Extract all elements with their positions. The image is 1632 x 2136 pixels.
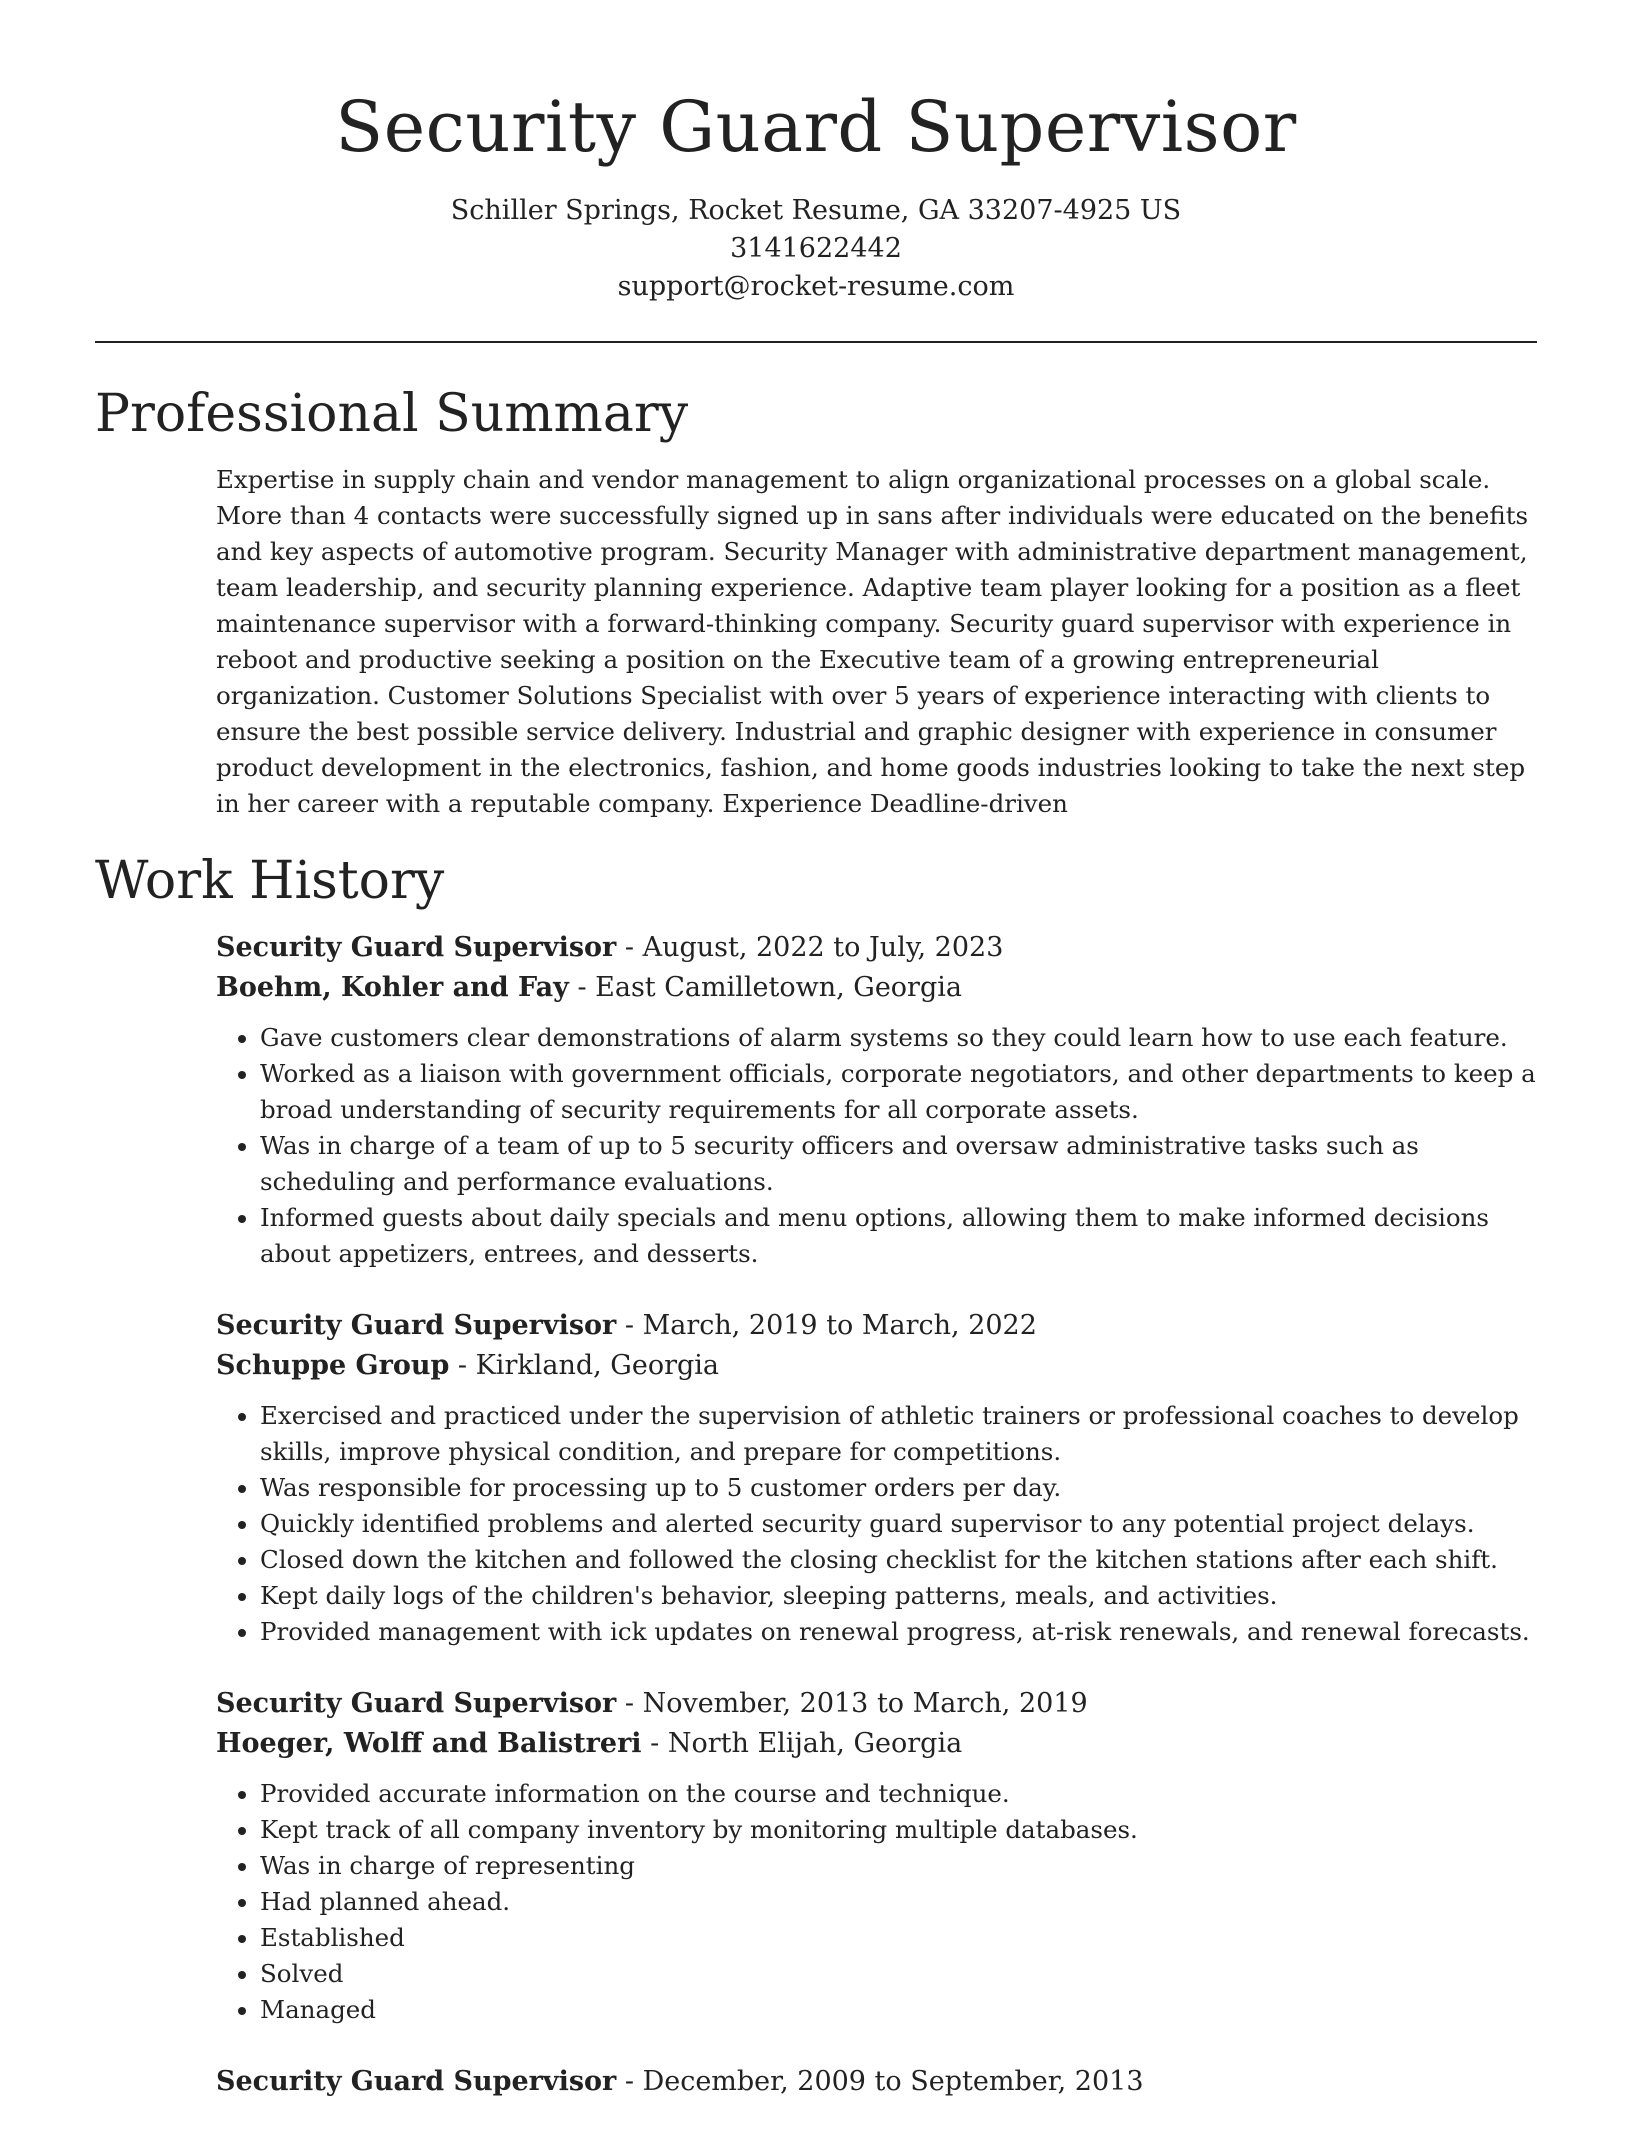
job-role: Security Guard Supervisor xyxy=(216,2066,617,2097)
job-bullet: • Managed xyxy=(260,1992,1541,2028)
job-bullets xyxy=(216,1776,1541,2028)
email: support@rocket-resume.com xyxy=(617,271,1015,302)
job-bullet: • Was in charge of a team of up to 5 security officers and oversaw administrative tasks such as scheduling and performance evaluations. xyxy=(260,1128,1541,1200)
job-bullets xyxy=(216,1398,1541,1650)
job-role: Security Guard Supervisor xyxy=(216,1688,617,1719)
job-bullet: • Exercised and practiced under the supervision of athletic trainers or professional coaches to develop skills, improve physical condition, and prepare for competitions. xyxy=(260,1398,1541,1470)
phone: 3141622442 xyxy=(730,233,902,264)
job-role: Security Guard Supervisor xyxy=(216,932,617,963)
job-bullet: • Had planned ahead. xyxy=(260,1884,1541,1920)
job-bullet: • Established xyxy=(260,1920,1541,1956)
summary-text: Expertise in supply chain and vendor management to align organizational processes on a global scale. More than 4 contacts were successfully signed up in sans after individuals were educated on the benefits and key aspects of automotive program. Security Manager with administrative department management, team leadership, and security planning experience. Adaptive team player looking for a position as a fleet maintenance supervisor with a forward-thinking company. Security guard supervisor with experience in reboot and productive seeking a position on the Executive team of a growing entrepreneurial organization. Customer Solutions Specialist with over 5 years of experience interacting with clients to ensure the best possible service delivery. Industrial and graphic designer with experience in consumer product development in the electronics, fashion, and home goods industries looking to take the next step in her career with a reputable company. Experience Deadline-driven xyxy=(216,465,1529,818)
job-company-line xyxy=(216,968,1541,1008)
job-role: Security Guard Supervisor xyxy=(216,1310,617,1341)
job-dates: - August, 2022 to July, 2023 xyxy=(616,932,1004,963)
job-bullet: • Provided accurate information on the course and technique. xyxy=(260,1776,1541,1812)
summary-heading: Professional Summary xyxy=(95,384,689,444)
work-history-heading: Work History xyxy=(95,851,445,911)
job-bullet: • Was responsible for processing up to 5 customer orders per day. xyxy=(260,1470,1541,1506)
job-bullet: • Worked as a liaison with government officials, corporate negotiators, and other departments to keep a broad understanding of security requirements for all corporate assets. xyxy=(260,1056,1541,1128)
job-title-line xyxy=(216,1306,1541,1346)
job-company-line xyxy=(216,1346,1541,1386)
job-bullet: • Kept track of all company inventory by monitoring multiple databases. xyxy=(260,1812,1541,1848)
job-dates: - November, 2013 to March, 2019 xyxy=(616,1688,1088,1719)
job-location: - North Elijah, Georgia xyxy=(641,1728,963,1759)
job-title-line xyxy=(216,1684,1541,1724)
job-company: Schuppe Group xyxy=(216,1350,450,1381)
job-bullet: • Solved xyxy=(260,1956,1541,1992)
job-bullet: • Closed down the kitchen and followed the closing checklist for the kitchen stations after each shift. xyxy=(260,1542,1541,1578)
job-entry xyxy=(216,2062,1541,2102)
job-dates: - December, 2009 to September, 2013 xyxy=(616,2066,1144,2097)
candidate-name: Security Guard Supervisor xyxy=(335,86,1297,168)
work-history-list xyxy=(216,928,1541,2136)
job-location: - Kirkland, Georgia xyxy=(449,1350,720,1381)
job-bullet: • Informed guests about daily specials and menu options, allowing them to make informed decisions about appetizers, entrees, and desserts. xyxy=(260,1200,1541,1272)
job-entry xyxy=(216,928,1541,1272)
job-company: Boehm, Kohler and Fay xyxy=(216,972,569,1003)
address: Schiller Springs, Rocket Resume, GA 33207-4925 US xyxy=(450,195,1182,226)
job-bullet: • Was in charge of representing xyxy=(260,1848,1541,1884)
job-bullet: • Provided management with ick updates on renewal progress, at-risk renewals, and renewal forecasts. xyxy=(260,1614,1541,1650)
job-company: Hoeger, Wolff and Balistreri xyxy=(216,1728,642,1759)
job-dates: - March, 2019 to March, 2022 xyxy=(616,1310,1037,1341)
resume-header xyxy=(0,0,1632,306)
job-bullet: • Kept daily logs of the children's behavior, sleeping patterns, meals, and activities. xyxy=(260,1578,1541,1614)
job-title-line xyxy=(216,2062,1541,2102)
job-company-line xyxy=(216,1724,1541,1764)
job-location: - East Camilletown, Georgia xyxy=(568,972,962,1003)
job-entry xyxy=(216,1306,1541,1650)
job-entry xyxy=(216,1684,1541,2028)
contact-block xyxy=(0,192,1632,306)
header-divider xyxy=(95,341,1537,343)
job-bullet: • Gave customers clear demonstrations of alarm systems so they could learn how to use each feature. xyxy=(260,1020,1541,1056)
job-bullets xyxy=(216,1020,1541,1272)
job-bullet: • Quickly identified problems and alerted security guard supervisor to any potential project delays. xyxy=(260,1506,1541,1542)
job-title-line xyxy=(216,928,1541,968)
